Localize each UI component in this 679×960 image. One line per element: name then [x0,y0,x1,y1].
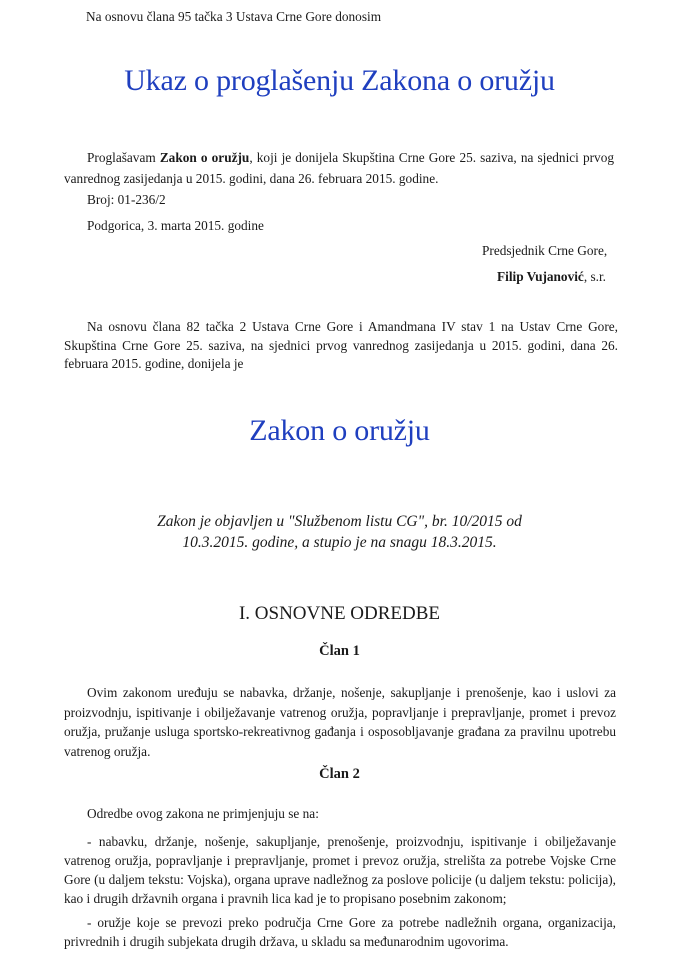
decree-place-date: Podgorica, 3. marta 2015. godine [87,218,264,233]
article-2-item-2: - oružje koje se prevozi preko područja Crne Gore za potrebe nadležnih organa, organizacija, privrednih i drugih subjekata drugih država, u skladu sa međunarodnim ugovorima. [64,915,616,949]
signatory-name: Filip Vujanović [497,269,584,284]
signatory-title: Predsjednik Crne Gore, [482,243,608,258]
decree-title: Ukaz o proglašenju Zakona o oružju [124,64,555,97]
law-preamble: Na osnovu člana 82 tačka 2 Ustava Crne Gore i Amandmana IV stav 1 na Ustav Crne Gore, Skupština Crne Gore 25. saziva, na sjednici prvog vanrednog zasijedanja u 2015. godini, dana 26. februara 2015. godine, donijela je [64,319,618,371]
article-1-paragraph: Ovim zakonom uređuju se nabavka, držanje, nošenje, sakupljanje i prenošenje, kao i uslovi za proizvodnju, ispitivanje i obilježavanje vatrenog oružja, popravljanje i prepravljanje, promet i prevoz oružja, pružanje usluga sportsko-rekreativnog gađanja i osposobljavanje građana za pravilnu upotrebu vatrenog oružja. [64,685,616,759]
decree-proclamation: Proglašavam Zakon o oružju, koji je donijela Skupština Crne Gore 25. saziva, na sjednici prvog vanrednog zasijedanja u 2015. godini, dana 26. februara 2015. godine. [64,150,615,186]
article-2-item-1: - nabavku, držanje, nošenje, sakupljanje, prenošenje, proizvodnju, ispitivanje i obilježavanje vatrenog oružja, popravljanje i prepravljanje, promet i prevoz oružja, strelišta za potrebe Vojske Crne Gore (u daljem tekstu: Vojska), organa uprave nadležnog za poslove policije (u daljem tekstu: policija), kao i drugih državnih organa i pravnih lica kad je to propisano posebnim zakonom; [64,834,616,906]
chapter-heading: I. OSNOVNE ODREDBE [238,603,441,624]
decree-number: Broj: 01-236/2 [87,192,166,207]
publication-note: Zakon je objavljen u "Službenom listu CG", br. 10/2015 od 10.3.2015. godine, a stupio je na snagu 18.3.2015. [157,513,522,551]
signatory: Filip Vujanović, s.r. [497,269,606,284]
article-1-heading: Član 1 [319,643,360,659]
law-title: Zakon o oružju [249,414,430,447]
decree-preamble: Na osnovu člana 95 tačka 3 Ustava Crne Gore donosim [86,9,382,24]
article-2-intro: Odredbe ovog zakona ne primjenjuju se na: [87,806,319,821]
law-name-bold: Zakon o oružju [159,150,250,165]
article-2-heading: Član 2 [319,766,360,782]
